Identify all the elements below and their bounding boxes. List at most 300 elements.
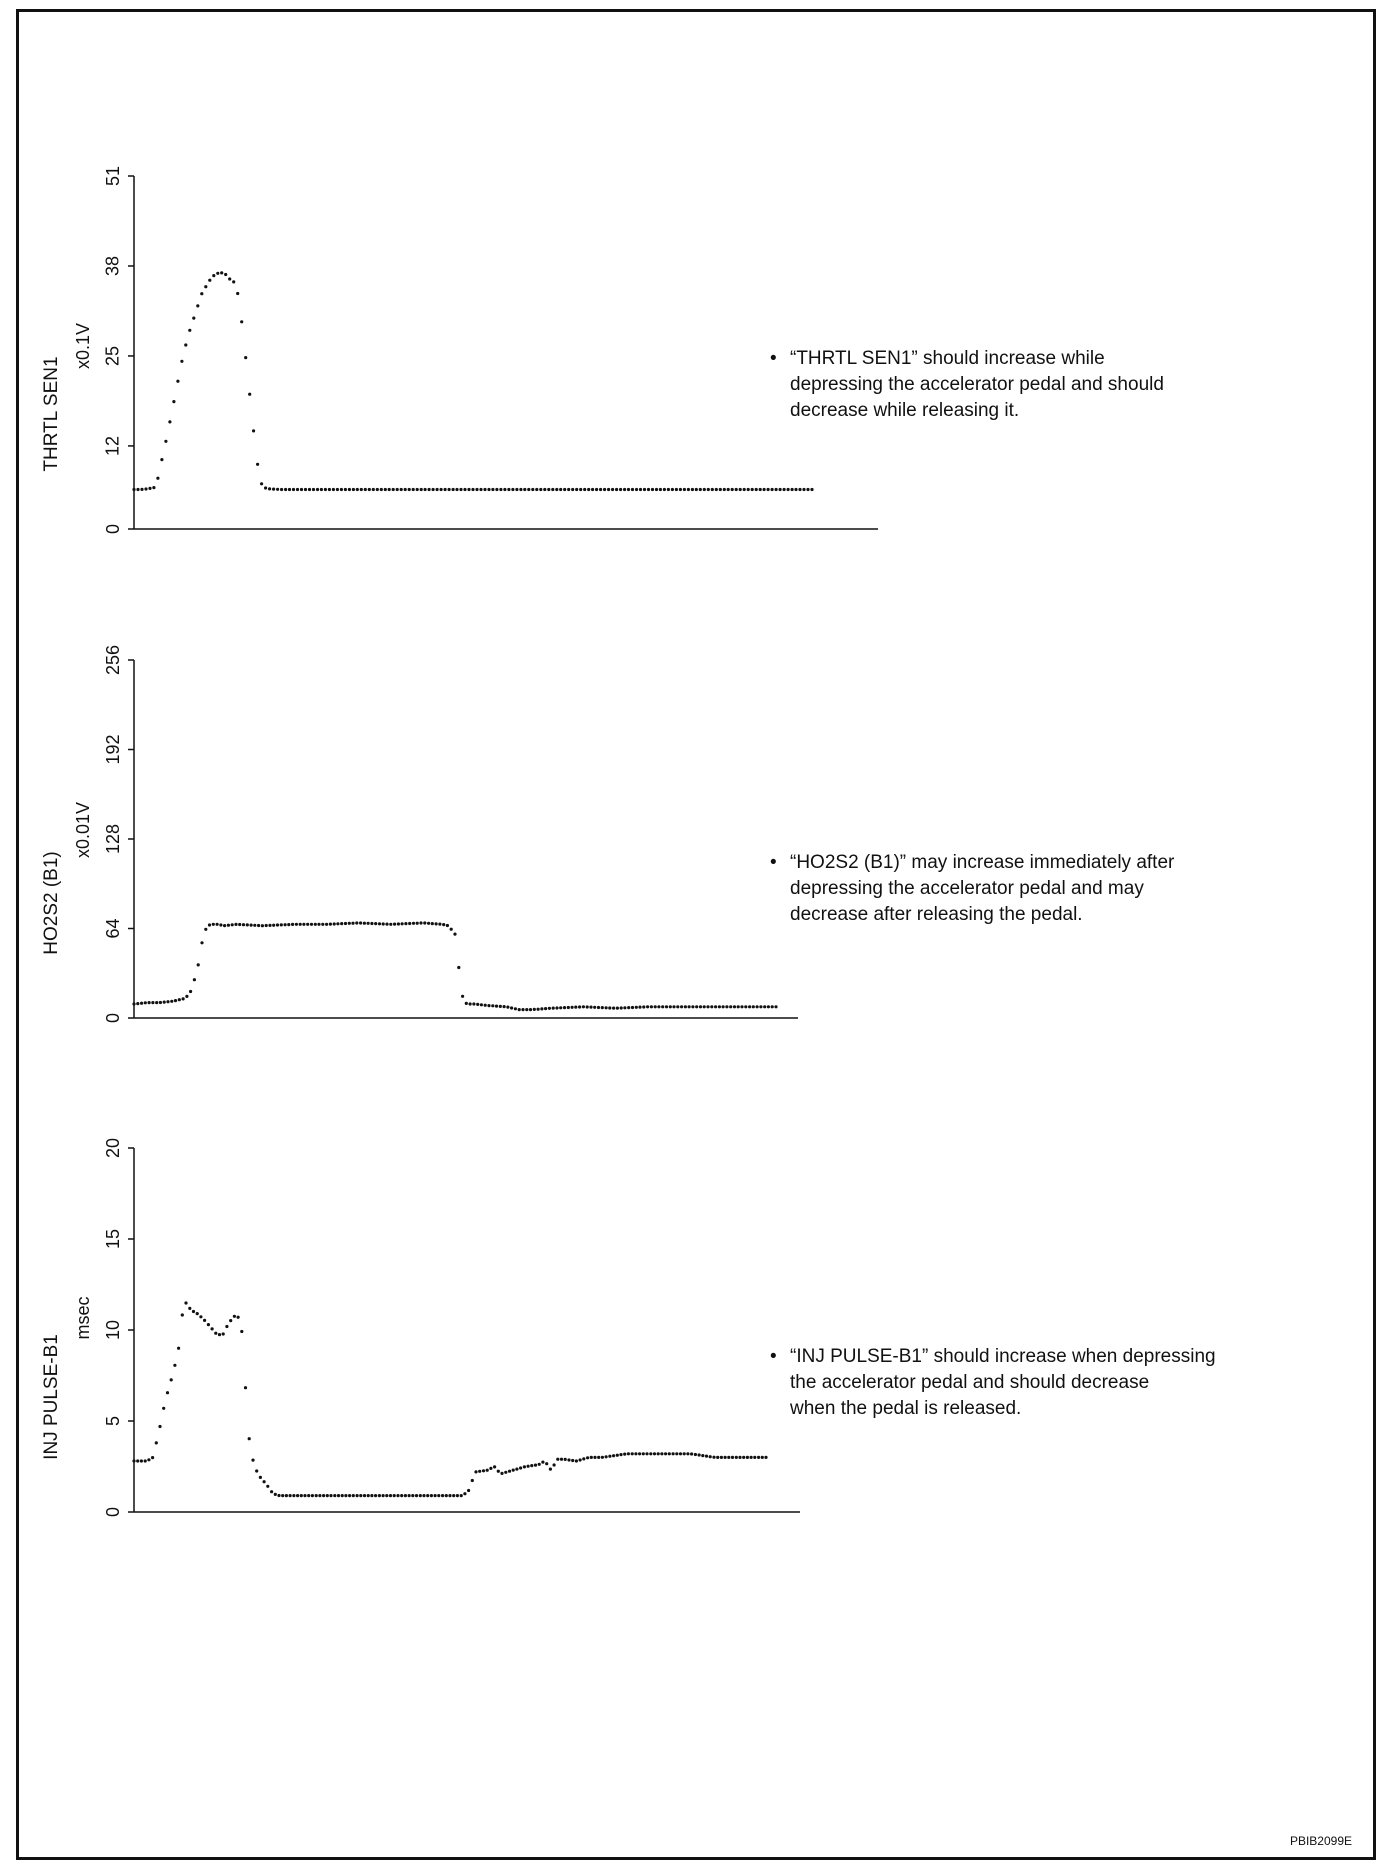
data-point	[232, 280, 235, 283]
data-point	[574, 1006, 577, 1009]
data-point	[408, 922, 411, 925]
data-point	[810, 488, 813, 491]
data-point	[491, 488, 494, 491]
data-point	[236, 292, 239, 295]
data-point	[329, 1494, 332, 1497]
data-point	[671, 488, 674, 491]
data-point	[220, 271, 223, 274]
data-point	[211, 1327, 214, 1330]
data-point	[178, 998, 181, 1001]
data-point	[333, 922, 336, 925]
data-point	[597, 1006, 600, 1009]
data-point	[212, 274, 215, 277]
data-point	[627, 488, 630, 491]
data-point	[482, 1469, 485, 1472]
data-point	[281, 1494, 284, 1497]
data-point	[259, 1476, 262, 1479]
data-point	[631, 1452, 634, 1455]
data-point	[424, 488, 427, 491]
data-point	[748, 1005, 751, 1008]
data-point	[711, 488, 714, 491]
data-point	[219, 923, 222, 926]
data-point	[715, 488, 718, 491]
data-point	[252, 429, 255, 432]
data-point	[372, 488, 375, 491]
data-point	[132, 1002, 135, 1005]
data-point	[586, 1005, 589, 1008]
data-point	[452, 1494, 455, 1497]
data-point	[370, 922, 373, 925]
data-point	[355, 921, 358, 924]
data-point	[459, 488, 462, 491]
data-point	[332, 488, 335, 491]
data-point	[472, 1002, 475, 1005]
data-point	[771, 1005, 774, 1008]
data-point	[455, 488, 458, 491]
data-point	[312, 488, 315, 491]
data-point	[388, 488, 391, 491]
data-point	[703, 488, 706, 491]
data-point	[738, 1456, 741, 1459]
data-point	[767, 1005, 770, 1008]
data-point	[446, 924, 449, 927]
data-point	[204, 928, 207, 931]
data-point	[207, 1323, 210, 1326]
data-point	[184, 343, 187, 346]
data-point	[688, 1005, 691, 1008]
data-point	[231, 923, 234, 926]
data-point	[733, 1005, 736, 1008]
data-point	[714, 1005, 717, 1008]
data-point	[639, 488, 642, 491]
data-point	[559, 1006, 562, 1009]
data-point	[564, 1458, 567, 1461]
data-point	[627, 1006, 630, 1009]
data-point	[341, 1494, 344, 1497]
y-tick-label: 0	[102, 523, 123, 535]
data-point	[691, 488, 694, 491]
data-point	[699, 1005, 702, 1008]
data-point	[199, 1315, 202, 1318]
y-tick-label: 25	[102, 345, 123, 366]
data-point	[340, 922, 343, 925]
data-point	[438, 923, 441, 926]
data-point	[170, 1000, 173, 1003]
data-point	[185, 995, 188, 998]
data-point	[491, 1004, 494, 1007]
data-point	[519, 1466, 522, 1469]
data-point	[740, 1005, 743, 1008]
data-point	[237, 1316, 240, 1319]
data-point	[162, 1407, 165, 1410]
data-point	[164, 440, 167, 443]
data-point	[272, 924, 275, 927]
data-point	[590, 1456, 593, 1459]
data-point	[764, 1456, 767, 1459]
data-point	[352, 1494, 355, 1497]
data-point	[605, 1006, 608, 1009]
data-point	[423, 921, 426, 924]
data-point	[320, 488, 323, 491]
data-point	[548, 1007, 551, 1010]
data-point	[193, 978, 196, 981]
data-point	[166, 1391, 169, 1394]
data-point	[430, 1494, 433, 1497]
data-point	[442, 923, 445, 926]
data-point	[337, 1494, 340, 1497]
data-point	[348, 488, 351, 491]
data-point	[690, 1452, 693, 1455]
data-point	[761, 1456, 764, 1459]
data-point	[635, 1006, 638, 1009]
data-point	[601, 1456, 604, 1459]
data-point	[660, 1452, 663, 1455]
data-point	[718, 1005, 721, 1008]
data-point	[426, 1494, 429, 1497]
data-point	[296, 488, 299, 491]
data-point	[587, 488, 590, 491]
data-point	[611, 488, 614, 491]
y-tick-label: 20	[102, 1137, 123, 1159]
data-point	[408, 488, 411, 491]
data-point	[699, 488, 702, 491]
y-tick-label: 15	[102, 1228, 123, 1250]
data-point	[244, 1386, 247, 1389]
data-point	[427, 922, 430, 925]
data-point	[174, 999, 177, 1002]
data-point	[493, 1465, 496, 1468]
data-point	[527, 1465, 530, 1468]
data-point	[729, 1005, 732, 1008]
data-point	[467, 488, 470, 491]
data-point	[295, 923, 298, 926]
data-point	[806, 488, 809, 491]
data-point	[649, 1452, 652, 1455]
data-point	[725, 1005, 728, 1008]
data-point	[435, 922, 438, 925]
data-point	[638, 1006, 641, 1009]
data-point	[160, 458, 163, 461]
data-point	[471, 488, 474, 491]
data-point	[419, 921, 422, 924]
data-point	[599, 488, 602, 491]
data-point	[151, 1001, 154, 1004]
data-point	[408, 1494, 411, 1497]
data-point	[798, 488, 801, 491]
data-point	[684, 1005, 687, 1008]
data-point	[691, 1005, 694, 1008]
data-point	[404, 1494, 407, 1497]
data-point	[487, 1004, 490, 1007]
data-point	[307, 1494, 310, 1497]
data-point	[631, 1006, 634, 1009]
data-point	[144, 1459, 147, 1462]
data-point	[534, 1464, 537, 1467]
data-point	[487, 488, 490, 491]
data-point	[208, 923, 211, 926]
data-point	[664, 1452, 667, 1455]
data-point	[499, 488, 502, 491]
data-point	[480, 1003, 483, 1006]
data-point	[450, 928, 453, 931]
data-point	[731, 488, 734, 491]
data-point	[595, 488, 598, 491]
data-point	[392, 488, 395, 491]
data-point	[268, 924, 271, 927]
data-point	[575, 488, 578, 491]
data-point	[687, 488, 690, 491]
data-point	[200, 941, 203, 944]
data-point	[549, 1468, 552, 1471]
data-point	[356, 488, 359, 491]
data-point	[422, 1494, 425, 1497]
data-point	[471, 1479, 474, 1482]
data-point	[168, 420, 171, 423]
data-point	[601, 1006, 604, 1009]
data-point	[716, 1456, 719, 1459]
data-point	[578, 1005, 581, 1008]
data-point	[302, 923, 305, 926]
data-point	[266, 1485, 269, 1488]
data-point	[603, 488, 606, 491]
data-point	[515, 488, 518, 491]
data-point	[667, 488, 670, 491]
data-point	[348, 1494, 351, 1497]
data-point	[321, 923, 324, 926]
data-point	[593, 1006, 596, 1009]
data-point	[739, 488, 742, 491]
y-axis-title: INJ PULSE-B1	[41, 1334, 63, 1460]
data-point	[419, 1494, 422, 1497]
data-point	[683, 1452, 686, 1455]
data-point	[173, 1364, 176, 1367]
data-point	[412, 488, 415, 491]
data-point	[248, 1437, 251, 1440]
data-point	[287, 923, 290, 926]
data-point	[233, 1315, 236, 1318]
data-point	[706, 1005, 709, 1008]
data-point	[567, 1458, 570, 1461]
data-point	[563, 488, 566, 491]
data-point	[646, 1005, 649, 1008]
data-point	[306, 923, 309, 926]
data-point	[743, 488, 746, 491]
data-point	[268, 487, 271, 490]
data-point	[400, 488, 403, 491]
data-point	[676, 1005, 679, 1008]
data-point	[140, 1002, 143, 1005]
data-point	[374, 922, 377, 925]
data-point	[378, 922, 381, 925]
y-tick-label: 64	[102, 918, 123, 939]
data-point	[489, 1467, 492, 1470]
data-point	[368, 488, 371, 491]
data-point	[567, 488, 570, 491]
y-axis-unit: x0.1V	[72, 322, 93, 370]
bullet-icon: •	[770, 348, 777, 369]
data-point	[642, 1005, 645, 1008]
data-point	[382, 922, 385, 925]
data-point	[359, 921, 362, 924]
data-point	[709, 1455, 712, 1458]
data-point	[260, 482, 263, 485]
data-point	[196, 304, 199, 307]
data-point	[225, 1325, 228, 1328]
data-point	[370, 1494, 373, 1497]
data-point	[340, 488, 343, 491]
data-point	[272, 488, 275, 491]
y-axis-unit: msec	[72, 1296, 93, 1340]
y-tick-label: 256	[102, 644, 123, 676]
data-point	[763, 488, 766, 491]
data-point	[735, 1456, 738, 1459]
data-point	[727, 1456, 730, 1459]
data-point	[533, 1008, 536, 1011]
data-point	[531, 488, 534, 491]
data-point	[412, 922, 415, 925]
data-point	[791, 488, 794, 491]
data-point	[555, 488, 558, 491]
note-text: “HO2S2 (B1)” may increase immediately after depressing the accelerator pedal and may decrease after releasing the pedal.	[790, 852, 1175, 925]
data-point	[289, 1494, 292, 1497]
data-point	[177, 1347, 180, 1350]
data-point	[483, 488, 486, 491]
data-point	[336, 922, 339, 925]
data-point	[367, 922, 370, 925]
data-point	[144, 1001, 147, 1004]
data-point	[612, 1007, 615, 1010]
data-point	[686, 1452, 689, 1455]
data-point	[619, 488, 622, 491]
data-point	[523, 1465, 526, 1468]
data-point	[322, 1494, 325, 1497]
data-point	[608, 1006, 611, 1009]
data-point	[515, 1468, 518, 1471]
data-point	[434, 1494, 437, 1497]
data-point	[463, 1492, 466, 1495]
data-point	[244, 356, 247, 359]
data-point	[385, 923, 388, 926]
data-point	[284, 488, 287, 491]
y-tick-label: 38	[102, 255, 123, 276]
data-point	[643, 488, 646, 491]
data-point	[744, 1005, 747, 1008]
data-point	[397, 922, 400, 925]
data-point	[720, 1456, 723, 1459]
data-point	[163, 1001, 166, 1004]
data-point	[465, 1002, 468, 1005]
data-point	[512, 1469, 515, 1472]
note-text: “INJ PULSE-B1” should increase when depressing the accelerator pedal and should decrease when the pedal is released.	[790, 1346, 1216, 1419]
data-point	[280, 488, 283, 491]
data-point	[326, 1494, 329, 1497]
data-point	[645, 1452, 648, 1455]
data-point	[250, 924, 253, 927]
data-point	[507, 488, 510, 491]
data-point	[759, 1005, 762, 1008]
data-point	[719, 488, 722, 491]
data-point	[229, 1319, 232, 1322]
data-point	[680, 1005, 683, 1008]
data-point	[304, 488, 307, 491]
data-point	[694, 1453, 697, 1456]
data-point	[448, 488, 451, 491]
figure-code: PBIB2099E	[1289, 1834, 1352, 1848]
data-point	[802, 488, 805, 491]
data-point	[463, 488, 466, 491]
data-point	[240, 320, 243, 323]
data-point	[329, 923, 332, 926]
data-point	[315, 1494, 318, 1497]
data-point	[214, 1332, 217, 1335]
data-point	[200, 292, 203, 295]
data-point	[180, 360, 183, 363]
data-point	[393, 1494, 396, 1497]
data-point	[400, 1494, 403, 1497]
data-point	[723, 488, 726, 491]
data-point	[242, 923, 245, 926]
data-point	[246, 923, 249, 926]
data-point	[363, 1494, 366, 1497]
data-point	[344, 922, 347, 925]
data-point	[436, 488, 439, 491]
data-point	[136, 1459, 139, 1462]
data-point	[710, 1005, 713, 1008]
data-point	[544, 1007, 547, 1010]
data-point	[553, 1463, 556, 1466]
data-point	[607, 488, 610, 491]
data-point	[291, 923, 294, 926]
y-axis-title: THRTL SEN1	[41, 356, 63, 472]
y-axis-title: HO2S2 (B1)	[41, 851, 63, 955]
data-point	[228, 277, 231, 280]
data-point	[551, 488, 554, 491]
data-point	[151, 1456, 154, 1459]
data-point	[172, 400, 175, 403]
data-point	[650, 1005, 653, 1008]
data-point	[510, 1006, 513, 1009]
data-point	[218, 1333, 221, 1336]
note-ho2s2	[770, 850, 1350, 928]
data-point	[203, 1319, 206, 1322]
data-point	[623, 1453, 626, 1456]
data-point	[389, 923, 392, 926]
data-point	[535, 488, 538, 491]
data-point	[292, 488, 295, 491]
data-point	[310, 923, 313, 926]
data-point	[511, 488, 514, 491]
data-point	[586, 1456, 589, 1459]
data-point	[698, 1453, 701, 1456]
data-point	[612, 1454, 615, 1457]
data-point	[416, 922, 419, 925]
data-point	[521, 1008, 524, 1011]
data-point	[672, 1452, 675, 1455]
data-point	[136, 488, 139, 491]
data-point	[333, 1494, 336, 1497]
data-point	[344, 488, 347, 491]
data-point	[401, 922, 404, 925]
data-point	[144, 487, 147, 490]
data-point	[518, 1008, 521, 1011]
data-point	[543, 488, 546, 491]
data-point	[288, 488, 291, 491]
data-point	[703, 1005, 706, 1008]
data-point	[444, 488, 447, 491]
data-point	[445, 1494, 448, 1497]
data-point	[318, 1494, 321, 1497]
data-point	[314, 923, 317, 926]
